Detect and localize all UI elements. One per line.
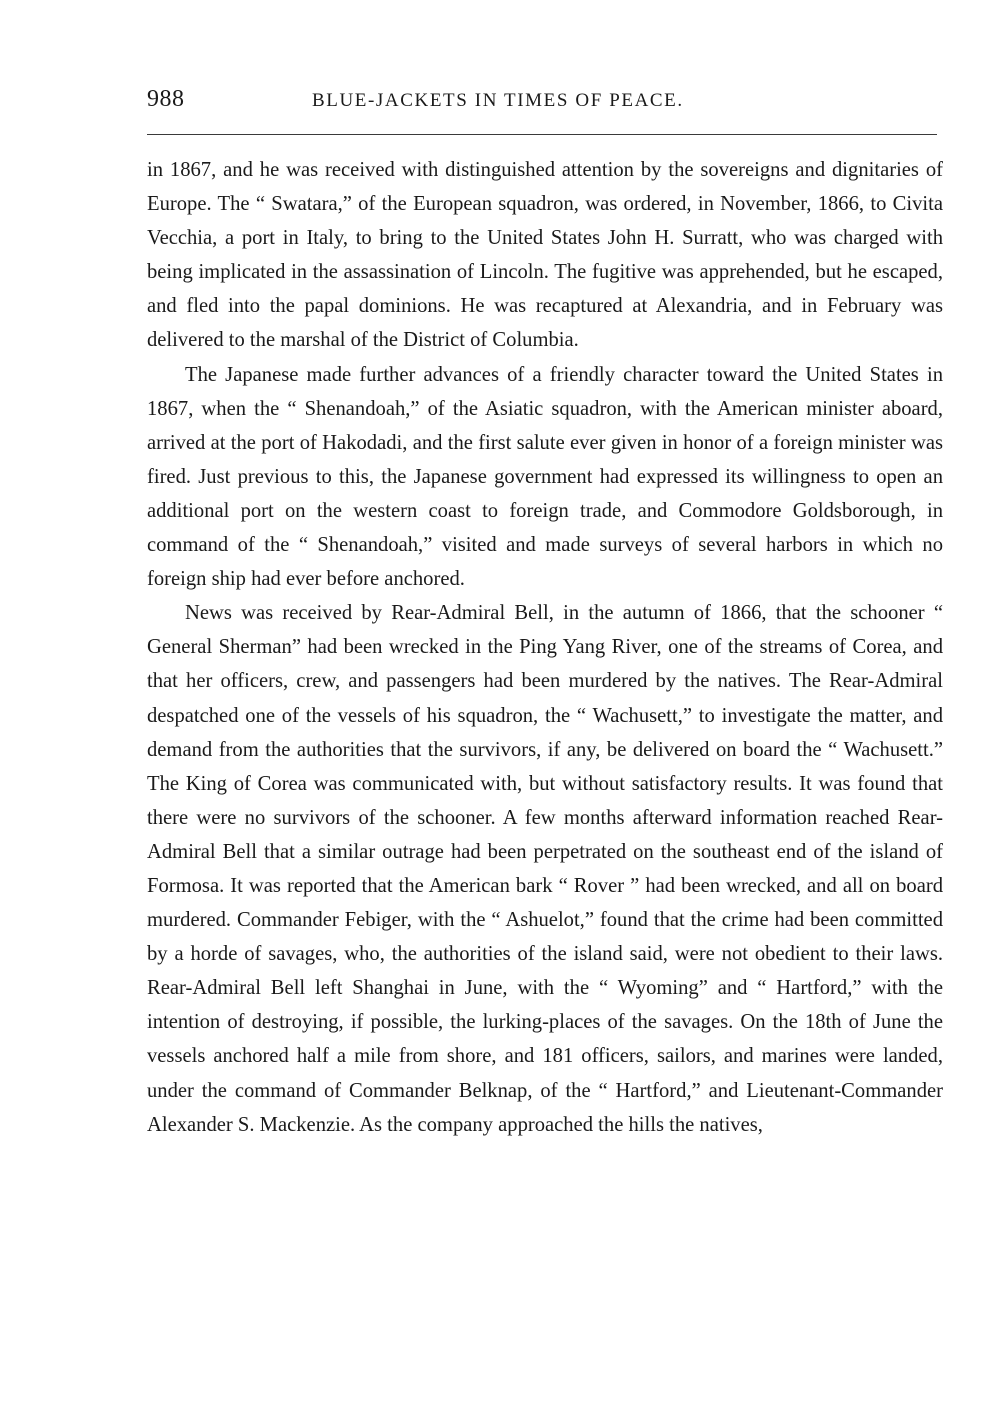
paragraph-2: The Japanese made further advances of a friendly character toward the United States in 1867, when the “ Shenandoah,” of the Asiatic squadron, with the American minister aboard, arrived at the port of Hakodadi, and the first salute ever given in honor of a foreign minister was fired. Just previous to this, the Japanese government had expressed its willingness to open an additional port on the western coast to foreign trade, and Commodore Goldsborough, in command of the “ Shenandoah,” visited and made surveys of several harbors in which no foreign ship had ever before anchored. xyxy=(147,363,943,591)
header-rule xyxy=(147,134,937,135)
paragraph-1: in 1867, and he was received with distinguished attention by the sovereigns and dignitaries of Europe. The “ Swatara,” of the European squadron, was ordered, in November, 1866, to Civita Vecchia, a port in Italy, to bring to the United States John H. Surratt, who was charged with being implicated in the assassination of Lincoln. The fugitive was apprehended, but he escaped, and fled into the papal dominions. He was recaptured at Alexandria, and in February was delivered to the marshal of the District of Columbia. xyxy=(147,159,943,352)
paragraph-3: News was received by Rear-Admiral Bell, in the autumn of 1866, that the schooner “ General Sherman” had been wrecked in the Ping Yang River, one of the streams of Corea, and that her officers, crew, and passengers had been murdered by the natives. The Rear-Admiral despatched one of the vessels of his squadron, the “ Wachusett,” to investigate the matter, and demand from the authorities that the survivors, if any, be delivered on board the “ Wachusett.” The King of Corea was communicated with, but without satisfactory results. It was found that there were no survivors of the schooner. A few months afterward information reached Rear-Admiral Bell that a similar outrage had been perpetrated on the southeast end of the island of Formosa. It was reported that the American bark “ Rover ” had been wrecked, and all on board murdered. Commander Febiger, with the “ Ashuelot,” found that the crime had been committed by a horde of savages, who, the authorities of the island said, were not obedient to their laws. Rear-Admiral Bell left Shanghai in June, with the “ Wyoming” and “ Hartford,” with the intention of destroying, if possible, the lurking-places of the savages. On the 18th of June the vessels anchored half a mile from shore, and 181 officers, sailors, and marines were landed, under the command of Commander Belknap, of the “ Hartford,” and Lieutenant-Commander Alexander S. Mackenzie. As the company approached the hills the natives, xyxy=(147,602,943,1136)
body-text xyxy=(147,153,943,1142)
page-number: 988 xyxy=(147,86,185,112)
page-header xyxy=(147,86,940,126)
running-title: BLUE-JACKETS IN TIMES OF PEACE. xyxy=(312,90,684,111)
